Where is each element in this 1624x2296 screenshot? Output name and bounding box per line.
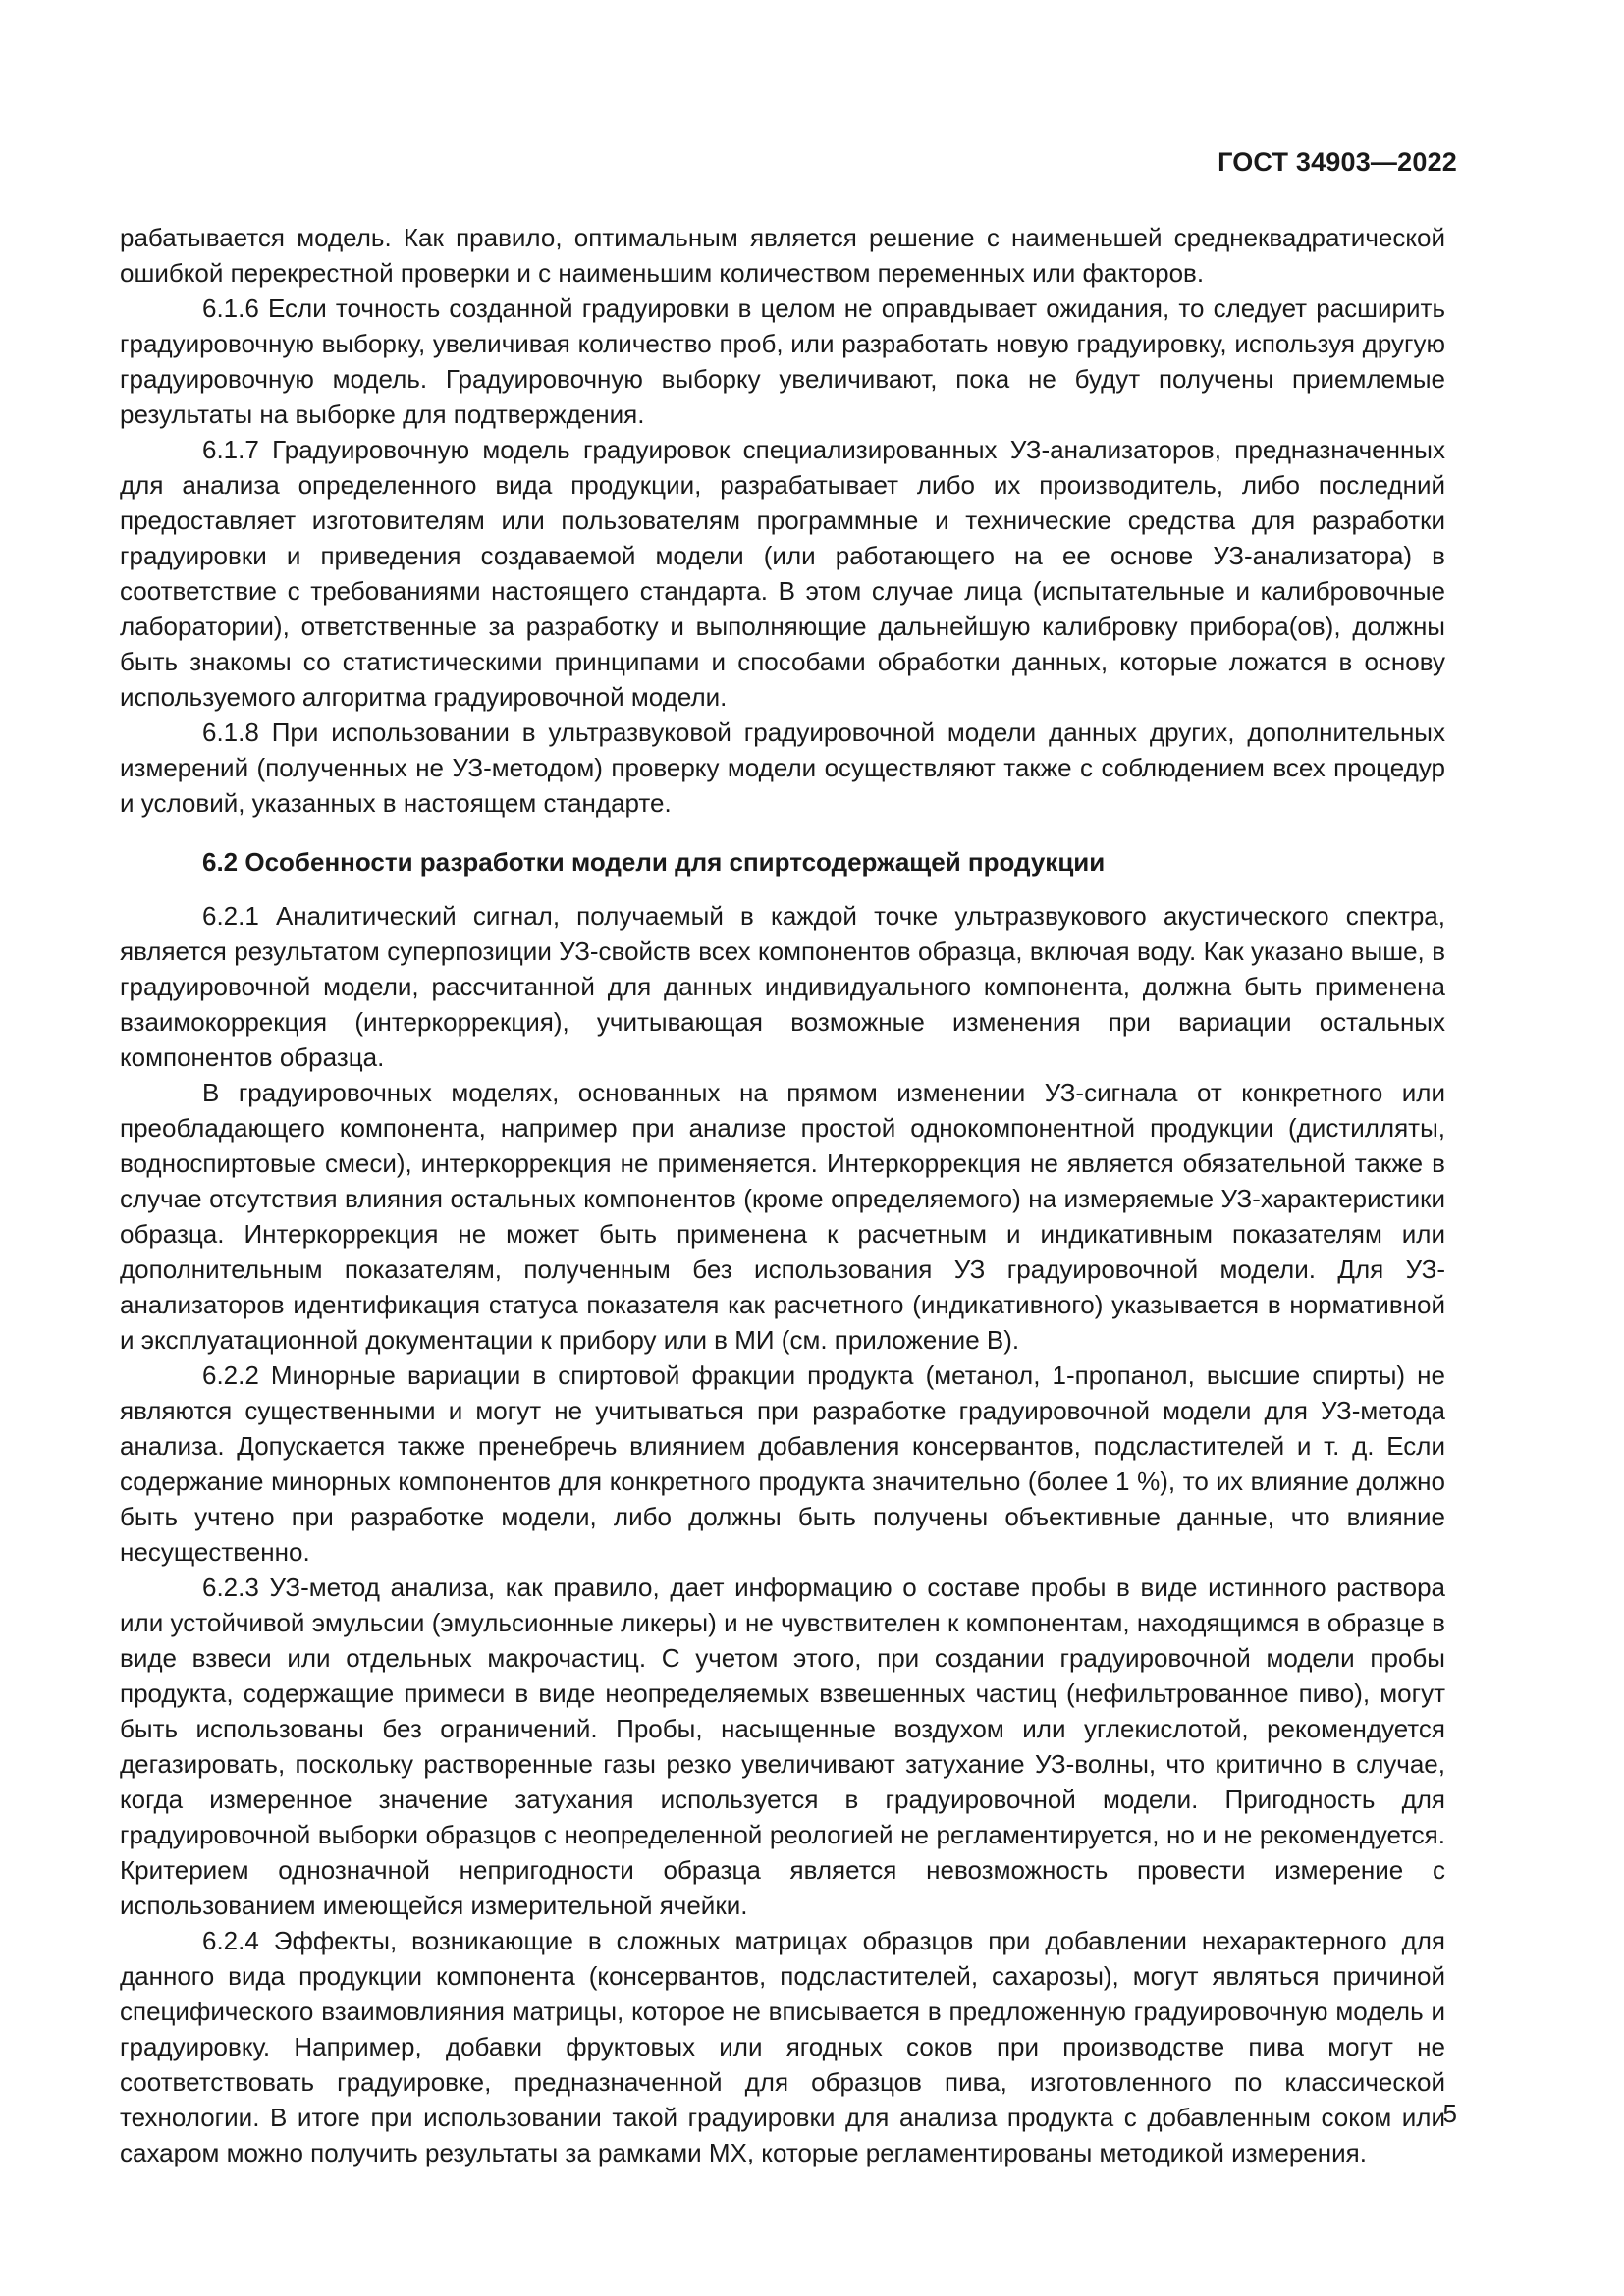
page-body — [120, 220, 1445, 2170]
section-heading-6-2: 6.2 Особенности разработки модели для спиртсодержащей продукции — [202, 847, 1106, 877]
paragraph-6-2-3: 6.2.3 УЗ-метод анализа, как правило, дает информацию о составе пробы в виде истинного раствора или устойчивой эмульсии (эмульсионные ликеры) и не чувствителен к компонентам, находящимся в образце в виде взвеси или отдельных макрочастиц. С учетом этого, при создании градуировочной модели пробы продукта, содержащие примеси в виде неопределяемых взвешенных частиц (нефильтрованное пиво), могут быть использованы без ограничений. Пробы, насыщенные воздухом или углекислотой, рекомендуется дегазировать, поскольку растворенные газы резко увеличивают затухание УЗ-волны, что критично в случае, когда измеренное значение затухания используется в градуировочной модели. Пригодность для градуировочной выборки образцов с неопределенной реологией не регламентируется, но и не рекомендуется. Критерием однозначной непригодности образца является невозможность провести измерение с использованием имеющейся измерительной ячейки. — [120, 1573, 1445, 1920]
paragraph-6-1-8: 6.1.8 При использовании в ультразвуковой градуировочной модели данных других, дополнительных измерений (полученных не УЗ-методом) проверку модели осуществляют также с соблюдением всех процедур и условий, указанных в настоящем стандарте. — [120, 718, 1445, 818]
paragraph-6-2-1-cont: В градуировочных моделях, основанных на прямом изменении УЗ-сигнала от конкретного или преобладающего компонента, например при анализе простой однокомпонентной продукции (дистилляты, водноспиртовые смеси), интеркоррекция не применяется. Интеркоррекция не является обязательной также в случае отсутствия влияния остальных компонентов (кроме определяемого) на измеряемые УЗ-характеристики образца. Интеркоррекция не может быть применена к расчетным и индикативным показателям или дополнительным показателям, полученным без использования УЗ градуировочной модели. Для УЗ-анализаторов идентификация статуса показателя как расчетного (индикативного) указывается в нормативной и эксплуатационной документации к прибору или в МИ (см. приложение В). — [120, 1078, 1445, 1355]
paragraph-6-1-6: 6.1.6 Если точность созданной градуировки в целом не оправдывает ожидания, то следует расширить градуировочную выборку, увеличивая количество проб, или разработать новую градуировку, используя другую градуировочную модель. Градуировочную выборку увеличивают, пока не будут получены приемлемые результаты на выборке для подтверждения. — [120, 294, 1445, 429]
paragraph-continuation: рабатывается модель. Как правило, оптимальным является решение с наименьшей среднеквадратической ошибкой перекрестной проверки и с наименьшим количеством переменных или факторов. — [120, 223, 1445, 288]
paragraph-6-2-2: 6.2.2 Минорные вариации в спиртовой фракции продукта (метанол, 1-пропанол, высшие спирты) не являются существенными и могут не учитываться при разработке градуировочной модели для УЗ-метода анализа. Допускается также пренебречь влиянием добавления консервантов, подсластителей и т. д. Если содержание минорных компонентов для конкретного продукта значительно (более 1 %), то их влияние должно быть учтено при разработке модели, либо должны быть получены объективные данные, что влияние несущественно. — [120, 1361, 1445, 1567]
paragraph-6-2-4: 6.2.4 Эффекты, возникающие в сложных матрицах образцов при добавлении нехарактерного для данного вида продукции компонента (консервантов, подсластителей, сахарозы), могут являться причиной специфического взаимовлияния матрицы, которое не вписывается в предложенную градуировочную модель и градуировку. Например, добавки фруктовых или ягодных соков при производстве пива могут не соответствовать градуировке, предназначенной для образцов пива, изготовленного по классической технологии. В итоге при использовании такой градуировки для анализа продукта с добавленным соком или сахаром можно получить результаты за рамками МХ, которые регламентированы методикой измерения. — [120, 1926, 1445, 2167]
document-standard-id: ГОСТ 34903—2022 — [1218, 147, 1457, 177]
paragraph-6-1-7: 6.1.7 Градуировочную модель градуировок специализированных УЗ-анализаторов, предназначенных для анализа определенного вида продукции, разрабатывает либо их производитель, либо последний предоставляет изготовителям или пользователям программные и технические средства для разработки градуировки и приведения создаваемой модели (или работающего на ее основе УЗ-анализатора) в соответствие с требованиями настоящего стандарта. В этом случае лица (испытательные и калибровочные лаборатории), ответственные за разработку и выполняющие дальнейшую калибровку прибора(ов), должны быть знакомы со статистическими принципами и способами обработки данных, которые ложатся в основу используемого алгоритма градуировочной модели. — [120, 435, 1445, 712]
paragraph-6-2-1: 6.2.1 Аналитический сигнал, получаемый в каждой точке ультразвукового акустического спектра, является результатом суперпозиции УЗ-свойств всех компонентов образца, включая воду. Как указано выше, в градуировочной модели, рассчитанной для данных индивидуального компонента, должна быть применена взаимокоррекция (интеркоррекция), учитывающая возможные изменения при вариации остальных компонентов образца. — [120, 901, 1445, 1072]
page-number: 5 — [1442, 2099, 1457, 2128]
